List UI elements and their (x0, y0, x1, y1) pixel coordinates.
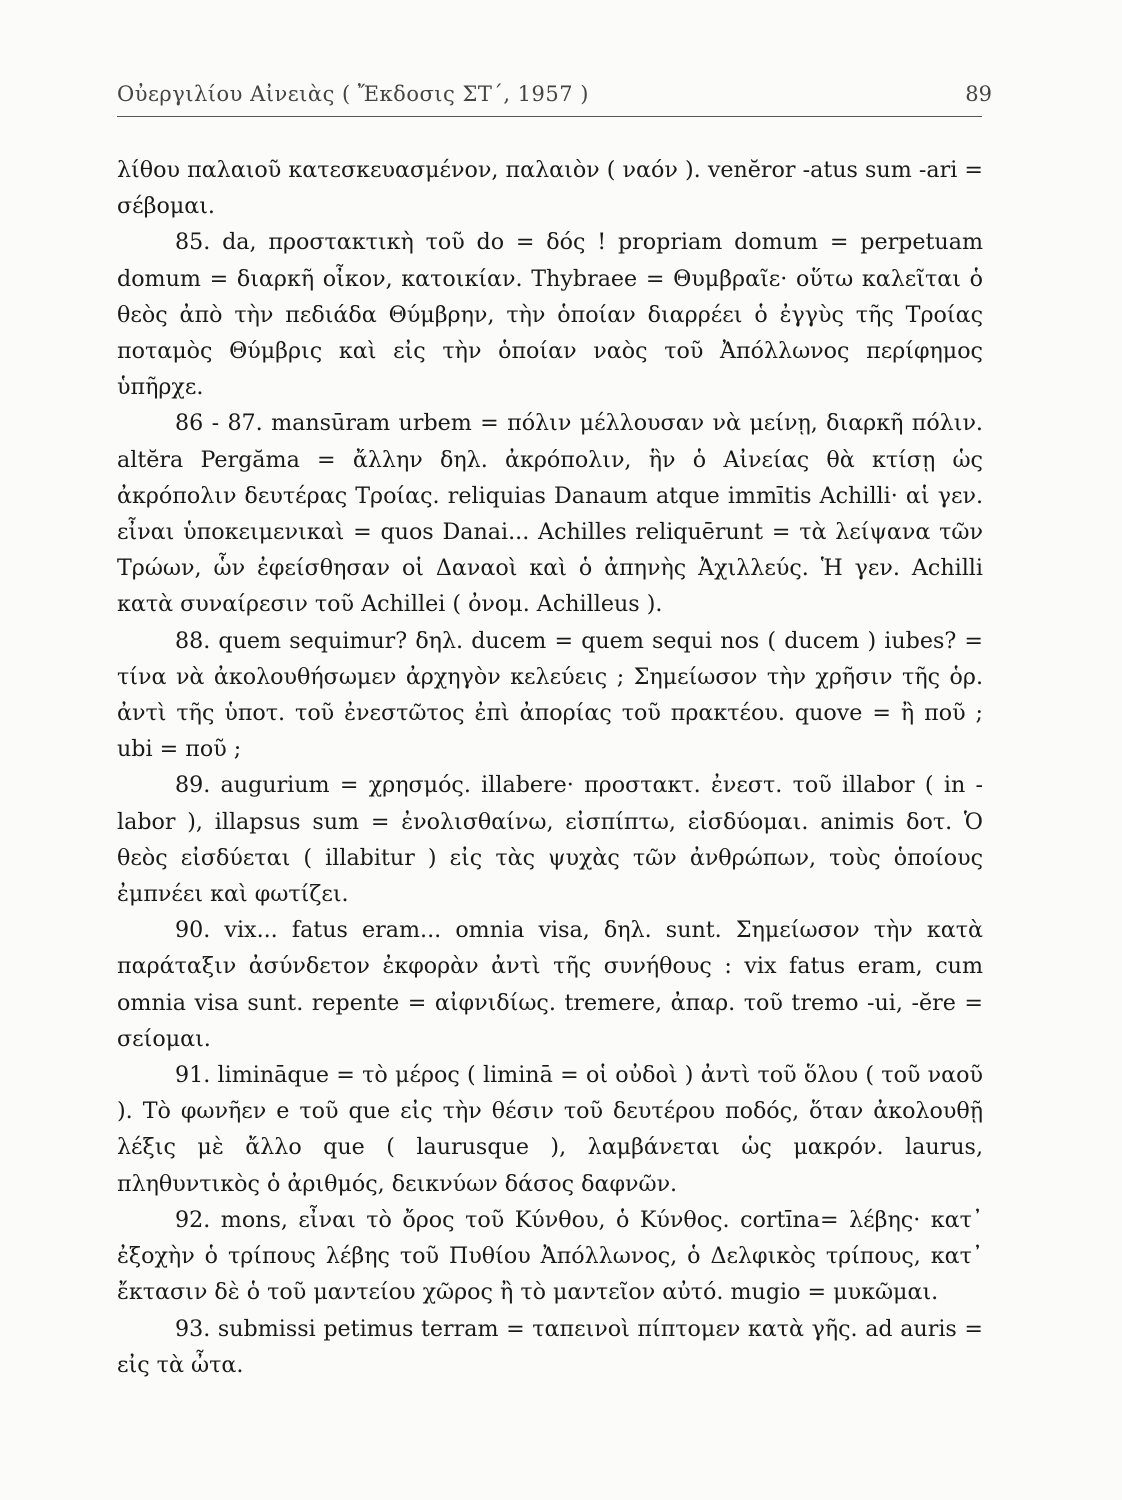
note-89: 89. augurium = χρησμός. illabere· προστακτ. ἐνεστ. τοῦ illabor ( in - labor ), illapsus sum = ἐνολισθαίνω, εἰσπίπτω, εἰσδύομαι. animis δοτ. Ὁ θεὸς εἰσδύεται ( illabitur ) εἰς τὰς ψυχὰς τῶν ἀνθρώπων, τοὺς ὁποίους ἐμπνέει καὶ φωτίζει. (117, 772, 983, 908)
note-90: 90. vix... fatus eram... omnia visa, δηλ. sunt. Σημείωσον τὴν κατὰ παράταξιν ἀσύνδετον ἐκφορὰν ἀντὶ τῆς συνήθους : vix fatus eram, cum omnia visa sunt. repente = αἰφνιδίως. tremere, ἀπαρ. τοῦ tremo -ui, -ĕre = σείομαι. (117, 917, 983, 1052)
paragraph-continuation: λίθου παλαιοῦ κατεσκευασμένον, παλαιὸν ( ναόν ). venĕror -atus sum -ari = σέβομαι. (117, 157, 983, 220)
note-86-87: 86 - 87. mansūram urbem = πόλιν μέλλουσαν νὰ μείνῃ, διαρκῆ πόλιν. altĕra Pergăma = ἄλλην δηλ. ἀκρόπολιν, ἣν ὁ Αἰνείας θὰ κτίσῃ ὡς ἀκρόπολιν δευτέρας Τροίας. reliquias Danaum atque immītis Achilli· αἱ γεν. εἶναι ὑποκειμενικαὶ = quos Danai... Achilles reliquērunt = τὰ λείψανα τῶν Τρώων, ὧν ἐφείσθησαν οἱ Δαναοὶ καὶ ὁ ἀπηνὴς Ἀχιλλεύς. Ἡ γεν. Achilli κατὰ συναίρεσιν τοῦ Achillei ( ὀνομ. Achilleus ). (117, 410, 983, 618)
note-85: 85. da, προστακτικὴ τοῦ do = δός ! propriam domum = perpetuam domum = διαρκῆ οἶκον, κατοικίαν. Thybraee = Θυμβραῖε· οὕτω καλεῖται ὁ θεὸς ἀπὸ τὴν πεδιάδα Θύμβρην, τὴν ὁποίαν διαρρέει ὁ ἐγγὺς τῆς Τροίας ποταμὸς Θύμβρις καὶ εἰς τὴν ὁποίαν ναὸς τοῦ Ἀπόλλωνος περίφημος ὑπῆρχε. (117, 229, 983, 401)
header-rule (117, 116, 982, 117)
page-number: 89 (965, 82, 992, 106)
running-header (117, 78, 992, 108)
note-91: 91. limināque = τὸ μέρος ( liminā = οἱ οὐδοὶ ) ἀντὶ τοῦ ὅλου ( τοῦ ναοῦ ). Τὸ φωνῆεν e τοῦ que εἰς τὴν θέσιν τοῦ δευτέρου ποδός, ὅταν ἀκολουθῇ λέξις μὲ ἄλλο que ( laurusque ), λαμβάνεται ὡς μακρόν. laurus, πληθυντικὸς ὁ ἀριθμός, δεικνύων δάσος δαφνῶν. (117, 1062, 983, 1197)
commentary-body (117, 152, 983, 1383)
note-88: 88. quem sequimur? δηλ. ducem = quem sequi nos ( ducem ) iubes? = τίνα νὰ ἀκολουθήσωμεν ἀρχηγὸν κελεύεις ; Σημείωσον τὴν χρῆσιν τῆς ὁρ. ἀντὶ τῆς ὑποτ. τοῦ ἐνεστῶτος ἐπὶ ἀπορίας τοῦ πρακτέου. quove = ἢ ποῦ ; ubi = ποῦ ; (117, 627, 983, 763)
note-93: 93. submissi petimus terram = ταπεινοὶ πίπτομεν κατὰ γῆς. ad auris = εἰς τὰ ὦτα. (117, 1315, 983, 1378)
note-92: 92. mons, εἶναι τὸ ὄρος τοῦ Κύνθου, ὁ Κύνθος. cortīna= λέβης· κατ᾽ ἐξοχὴν ὁ τρίπους λέβης τοῦ Πυθίου Ἀπόλλωνος, ὁ Δελφικὸς τρίπους, κατ᾽ ἔκτασιν δὲ ὁ τοῦ μαντείου χῶρος ἢ τὸ μαντεῖον αὐτό. mugio = μυκῶμαι. (117, 1206, 983, 1306)
running-title: Οὐεργιλίου Αἰνειὰς ( Ἔκδοσις ΣΤ΄, 1957 ) (117, 82, 589, 106)
